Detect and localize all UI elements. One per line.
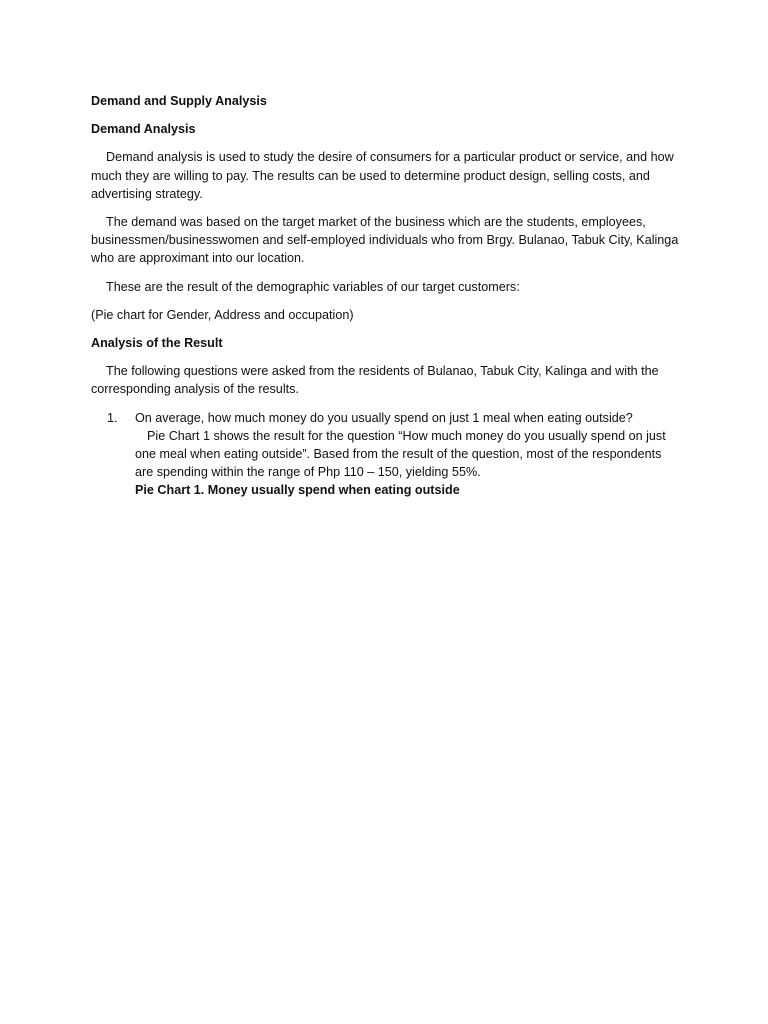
list-item-number: 1. [107,410,118,425]
list-item-body [135,409,681,500]
paragraph-pie-chart-note: (Pie chart for Gender, Address and occupation) [91,307,354,322]
section-heading-analysis: Analysis of the Result [91,336,223,351]
list-item-question: On average, how much money do you usually spend on just 1 meal when eating outside? [135,410,633,425]
pie-chart-caption: Pie Chart 1. Money usually spend when eating outside [135,483,460,498]
section-heading-demand-analysis: Demand Analysis [91,122,196,137]
paragraph-target-market: The demand was based on the target market of the business which are the students, employees, businessmen/businesswomen and self-employed individuals who from Brgy. Bulanao, Tabuk City, Kalinga who are approximant into our location. [91,215,679,266]
document-title: Demand and Supply Analysis [91,94,267,108]
question-list [91,409,681,500]
paragraph-demographic-intro: These are the result of the demographic variables of our target customers: [106,279,520,294]
list-item-explanation: Pie Chart 1 shows the result for the question “How much money do you usually spend on just one meal when eating outside”. Based from the result of the question, most of the respondents are spending within the range of Php 110 – 150, yielding 55%. [135,428,666,480]
document-body [91,92,681,500]
paragraph-analysis-intro: The following questions were asked from the residents of Bulanao, Tabuk City, Kalinga and with the corresponding analysis of the results. [91,364,659,397]
list-item [91,409,681,500]
paragraph-demand-definition: Demand analysis is used to study the desire of consumers for a particular product or service, and how much they are willing to pay. The results can be used to determine product design, selling costs, and advertising strategy. [91,150,674,201]
